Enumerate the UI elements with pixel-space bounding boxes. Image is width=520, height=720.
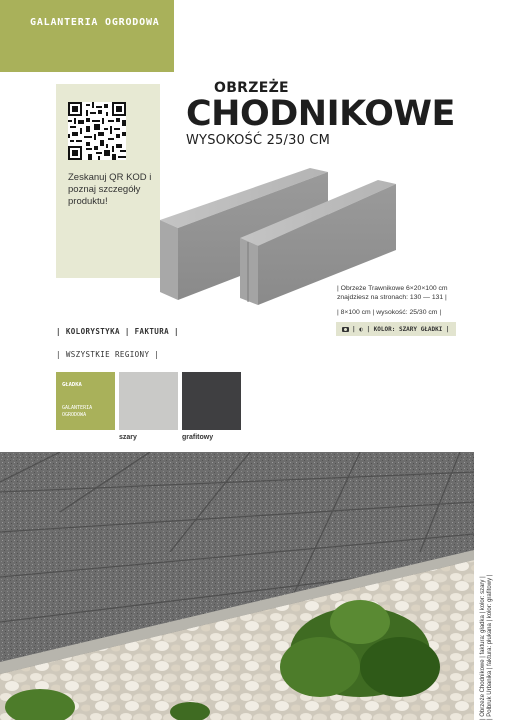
product-height: WYSOKOŚĆ 25/30 CM <box>186 133 331 148</box>
swatch-label: szary <box>119 434 137 441</box>
swatch-grafitowy[interactable] <box>182 372 241 430</box>
swatch-brand <box>56 372 115 430</box>
photo-caption <box>480 510 492 720</box>
swatch-szary[interactable] <box>119 372 178 430</box>
spec-line: | 8×100 cm | wysokość: 25/30 cm | <box>337 309 442 316</box>
color-badge <box>336 322 456 336</box>
section-color-texture: | KOLORYSTYKA | FAKTURA | <box>56 327 179 336</box>
spec-block <box>337 284 448 319</box>
product-title: CHODNIKOWE <box>186 94 455 134</box>
installation-photo <box>0 452 474 720</box>
category-tag <box>0 0 174 72</box>
section-regions: | WSZYSTKIE REGIONY | <box>56 350 160 359</box>
caption-line: | Polbruk Urbanika | faktura: płukana | kolor: grafitowy | <box>487 574 493 720</box>
caption-line: | Obrzeże Chodnikowe | faktura: gładka | kolor: szary | <box>480 576 486 720</box>
category-tag-label: GALANTERIA OGRODOWA <box>30 17 160 28</box>
product-title-small: OBRZEŻE <box>214 80 289 96</box>
qr-instruction: Zeskanuj QR KOD i poznaj szczegóły produktu! <box>68 172 152 207</box>
spec-line: | Obrzeże Trawnikowe 6×20×100 cm <box>337 285 448 292</box>
color-badge-label: | ◐ | KOLOR: SZARY GŁADKI | <box>352 325 450 333</box>
qr-code-icon[interactable] <box>68 102 126 160</box>
camera-icon <box>342 327 349 332</box>
swatch-label: grafitowy <box>182 434 214 441</box>
swatch-brand-label: GALANTERIA OGRODOWA <box>62 405 93 418</box>
swatch-texture-label: GŁADKA <box>62 382 82 388</box>
spec-line: znajdziesz na stronach: 130 — 131 | <box>337 294 447 301</box>
